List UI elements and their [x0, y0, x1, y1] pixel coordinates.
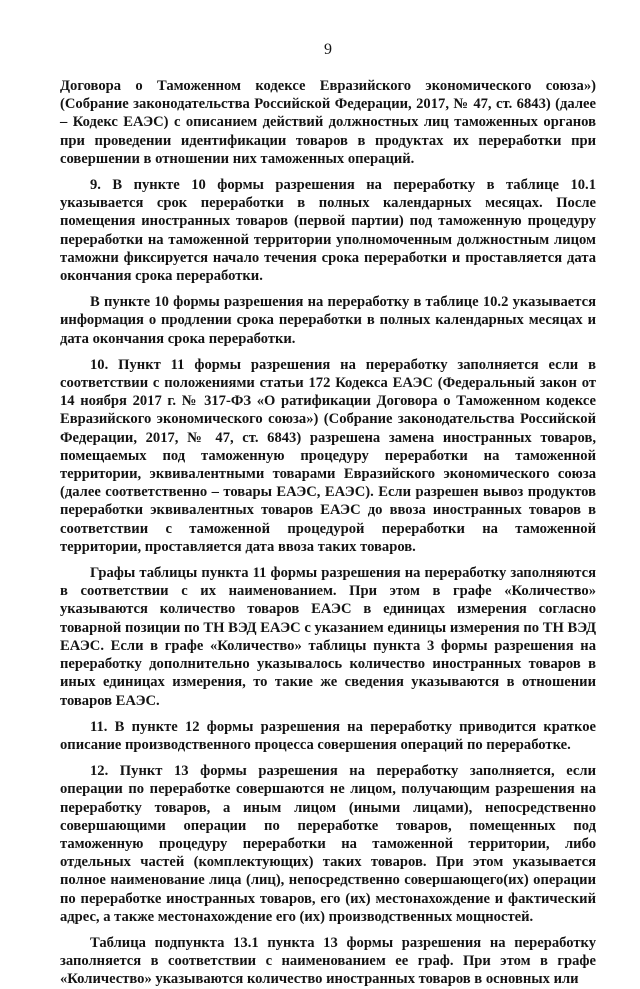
paragraph-item-12-table-13-1: Таблица подпункта 13.1 пункта 13 формы разрешения на переработку заполняется в соответствии с наименованием ее граф. При этом в графе «Количество» указываются количество иностранных товаров в основных или: [60, 934, 596, 988]
page-number: 9: [324, 41, 332, 58]
paragraph-item-10: 10. Пункт 11 формы разрешения на переработку заполняется если в соответствии с положениями статьи 172 Кодекса ЕАЭС (Федеральный закон от 14 ноября 2017 г. № 317-ФЗ «О ратификации Договора о Таможенном кодексе Евразийского экономического союза») (Собрание законодательства Российской Федерации, 2017, № 47, ст. 6843) разрешена замена иностранных товаров, помещаемых под таможенную процедуру переработки на таможенной территории, эквивалентными товарами Евразийского экономического союза (далее соответственно – товары ЕАЭС, ЕАЭС). Если разрешен вывоз продуктов переработки эквивалентных товаров ЕАЭС до ввоза иностранных товаров в соответствии с таможенной процедурой переработки на таможенной территории, проставляется дата ввоза таких товаров.: [60, 356, 596, 555]
paragraph-item-9: 9. В пункте 10 формы разрешения на переработку в таблице 10.1 указывается срок переработки в полных календарных месяцах. После помещения иностранных товаров (первой партии) под таможенную процедуру переработки на таможенной территории уполномоченным должностным лицом таможни фиксируется начало течения срока переработки и проставляется дата окончания срока переработки.: [60, 177, 596, 285]
body-text: [60, 77, 596, 989]
paragraph-item-10-table-columns: Графы таблицы пункта 11 формы разрешения на переработку заполняются в соответствии с их наименованием. При этом в графе «Количество» указываются количество товаров ЕАЭС в единицах измерения согласно товарной позиции по ТН ВЭД ЕАЭС с указанием единицы измерения по ТН ВЭД ЕАЭС. Если в графе «Количество» таблицы пункта 3 формы разрешения на переработку дополнительно указывалось количество иностранных товаров в иных единицах измерения, то такие же сведения указываются в отношении товаров ЕАЭС.: [60, 565, 596, 709]
paragraph-item-12: 12. Пункт 13 формы разрешения на переработку заполняется, если операции по переработке совершаются не лицом, получающим разрешения на переработку товаров, а иным лицом (иными лицами), непосредственно совершающими операции по переработке товаров, помещенных под таможенную процедуру переработки на таможенной территории, либо отдельных частей (комплектующих) таких товаров. При этом указывается полное наименование лица (лиц), непосредственно совершающего(их) операции по переработке иностранных товаров, его (их) местонахождение и фактический адрес, а также местонахождение его (их) производственных мощностей.: [60, 763, 596, 925]
paragraph-item-11: 11. В пункте 12 формы разрешения на переработку приводится краткое описание производственного процесса совершения операций по переработке.: [60, 718, 596, 753]
paragraph-continuation: Договора о Таможенном кодексе Евразийского экономического союза») (Собрание законодательства Российской Федерации, 2017, № 47, ст. 6843) (далее – Кодекс ЕАЭС) с описанием действий должностных лиц таможенных органов при проведении идентификации товаров в продуктах их переработки при совершении в отношении них таможенных операций.: [60, 78, 596, 167]
paragraph-item-9-table-10-2: В пункте 10 формы разрешения на переработку в таблице 10.2 указывается информация о продлении срока переработки в полных календарных месяцах и дата окончания срока переработки.: [60, 294, 596, 347]
